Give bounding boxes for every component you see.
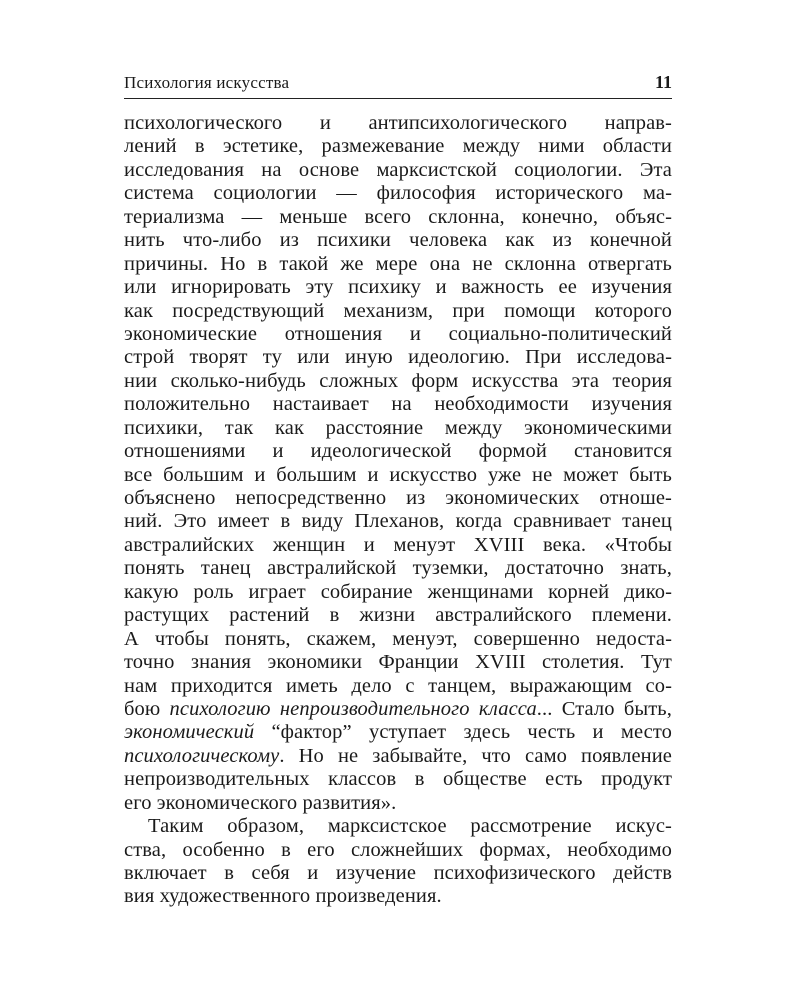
main-text <box>124 112 672 909</box>
text-line: экономические отношения и социально-политический <box>124 322 672 345</box>
text-line: точно знания экономики Франции XVIII столетия. Тут <box>124 651 672 674</box>
text-line: включает в себя и изучение психофизического действ <box>124 862 672 884</box>
text-line: нии сколько-нибудь сложных форм искусства эта теория <box>124 369 672 392</box>
text-line: как посредствующий механизм, при помощи которого <box>124 299 672 322</box>
text-line-with-italic <box>124 721 672 744</box>
page-number: 11 <box>654 72 672 92</box>
text-line: его экономического развития». <box>124 791 397 814</box>
running-title: Психология искусства <box>124 73 290 92</box>
text-line: причины. Но в такой же мере она не склонна отвергать <box>124 252 672 275</box>
text-line: ства, особенно в его сложнейших формах, необходимо <box>124 838 672 861</box>
text-line: психологического и антипсихологического направ- <box>124 112 672 134</box>
running-header <box>124 72 672 99</box>
text-line: все большим и большим и искусство уже не может быть <box>124 463 672 486</box>
text-line: объяснено непосредственно из экономических отноше- <box>124 487 672 509</box>
text-line: положительно настаивает на необходимости изучения <box>124 393 672 416</box>
text-line: лений в эстетике, размежевание между ними области <box>124 135 672 158</box>
text-segment: бою <box>124 697 170 720</box>
text-line-with-italic <box>124 745 672 768</box>
text-line: система социологии — философия исторического ма- <box>124 182 672 205</box>
text-line-with-italic <box>124 698 672 721</box>
text-line: нить что-либо из психики человека как из конечной <box>124 229 672 252</box>
text-line: какую роль играет собирание женщинами корней дико- <box>124 580 672 603</box>
text-segment: Таким образом, марксистское рассмотрение искус- <box>148 815 672 838</box>
italic-phrase: психологию непроизводительного класса <box>169 697 537 720</box>
text-line: австралийских женщин и менуэт XVIII века. «Чтобы <box>124 533 672 556</box>
text-line: понять танец австралийской туземки, достаточно знать, <box>124 557 672 580</box>
paragraph-first-line <box>124 815 672 838</box>
text-line: нам приходится иметь дело с танцем, выражающим со- <box>124 674 672 697</box>
text-line: териализма — меньше всего склонна, конечно, объяс- <box>124 205 672 228</box>
text-line: отношениями и идеологической формой становится <box>124 440 672 463</box>
text-line: вия художественного произведения. <box>124 885 442 908</box>
text-line: растущих растений в жизни австралийского племени. <box>124 604 672 627</box>
text-line: А чтобы понять, скажем, менуэт, совершенно недоста- <box>124 627 672 650</box>
italic-phrase: психологическому <box>124 744 280 767</box>
text-line: или игнорировать эту психику и важность ее изучения <box>124 276 672 299</box>
text-line: ний. Это имеет в виду Плеханов, когда сравнивает танец <box>124 510 672 533</box>
text-line: строй творят ту или иную идеологию. При исследова- <box>124 346 672 369</box>
text-line: психики, так как расстояние между экономическими <box>124 416 672 439</box>
text-segment: . Но не забывайте, что само появление <box>279 744 672 767</box>
text-line: непроизводительных классов в обществе есть продукт <box>124 768 672 791</box>
text-segment: ... Стало быть, <box>536 697 672 720</box>
text-segment: “фактор” уступает здесь честь и место <box>254 721 672 744</box>
italic-phrase: экономический <box>124 721 255 744</box>
text-line: исследования на основе марксистской социологии. Эта <box>124 158 672 181</box>
